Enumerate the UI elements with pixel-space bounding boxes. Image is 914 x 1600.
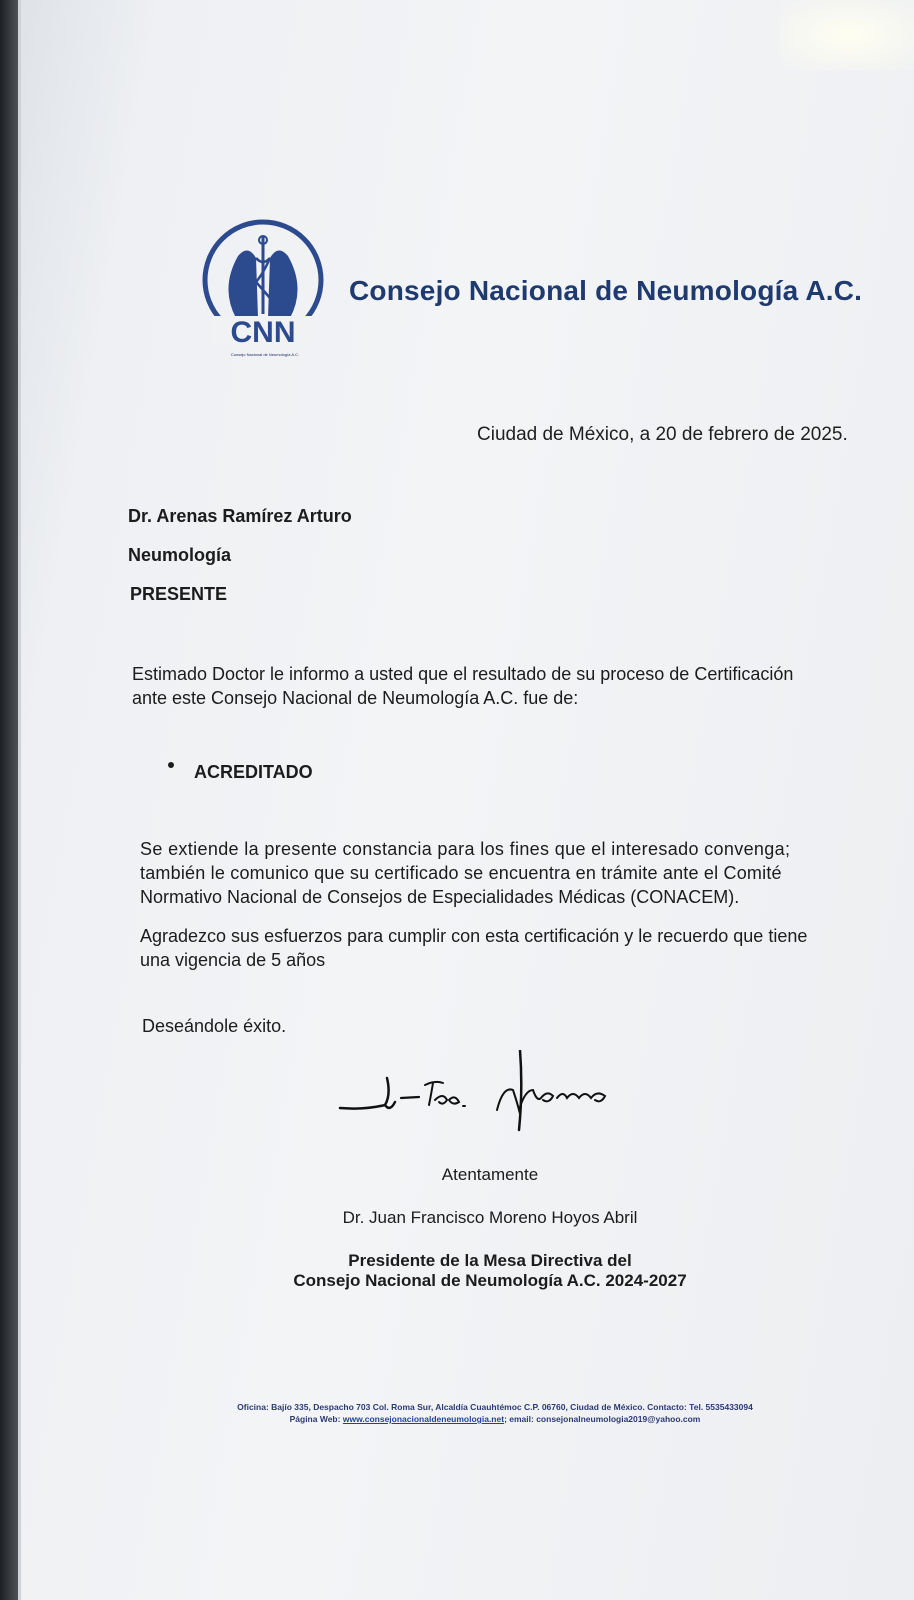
footer-address: Oficina: Bajío 335, Despacho 703 Col. Roma Sur, Alcaldía Cuauhtémoc C.P. 06760, Ciudad de México. Contacto: Tel. 5535433094 — [237, 1402, 753, 1412]
signature-image — [335, 1050, 625, 1140]
signer-name: Dr. Juan Francisco Moreno Hoyos Abril — [342, 1208, 638, 1227]
logo-letters: CNN — [230, 316, 296, 349]
light-glare — [780, 0, 914, 70]
closing-line: Deseándole éxito. — [142, 1016, 287, 1036]
signer-role-line-1: Presidente de la Mesa Directiva del — [348, 1251, 632, 1270]
bullet-dot — [168, 762, 174, 768]
paragraph-2-line-2: también le comunico que su certificado se encuentra en trámite ante el Comité — [140, 863, 782, 883]
footer-email-label: ; email: — [504, 1414, 534, 1424]
date-line: Ciudad de México, a 20 de febrero de 2025. — [477, 424, 848, 445]
organization-title: Consejo Nacional de Neumología A.C. — [349, 275, 863, 306]
letter-paper — [18, 0, 914, 1600]
footer-email[interactable]: consejonalneumologia2019@yahoo.com — [536, 1414, 701, 1424]
intro-line-2: ante este Consejo Nacional de Neumología A.C. fue de: — [132, 688, 579, 708]
footer-web-label: Página Web: — [289, 1414, 341, 1424]
intro-line-1: Estimado Doctor le informo a usted que el resultado de su proceso de Certificación — [132, 664, 794, 684]
recipient-name: Dr. Arenas Ramírez Arturo — [128, 506, 352, 526]
paragraph-3-line-2: una vigencia de 5 años — [140, 950, 326, 970]
footer-contact — [150, 1414, 840, 1424]
recipient-presente: PRESENTE — [130, 584, 228, 604]
cnn-logo-icon — [200, 218, 328, 366]
atentamente-label: Atentamente — [441, 1165, 539, 1184]
recipient-specialty: Neumología — [128, 545, 232, 565]
result-status: ACREDITADO — [194, 762, 313, 782]
paragraph-3-line-1: Agradezco sus esfuerzos para cumplir con esta certificación y le recuerdo que tiene — [140, 926, 808, 946]
logo-caption: Consejo Nacional de Neumología A.C. — [230, 352, 300, 357]
paragraph-2-line-3: Normativo Nacional de Consejos de Especialidades Médicas (CONACEM). — [140, 887, 740, 907]
signer-role-line-2: Consejo Nacional de Neumología A.C. 2024-2027 — [293, 1271, 687, 1290]
footer-web-link[interactable]: www.consejonacionaldeneumologia.net — [342, 1414, 505, 1424]
paragraph-2-line-1: Se extiende la presente constancia para los fines que el interesado convenga; — [140, 839, 791, 859]
